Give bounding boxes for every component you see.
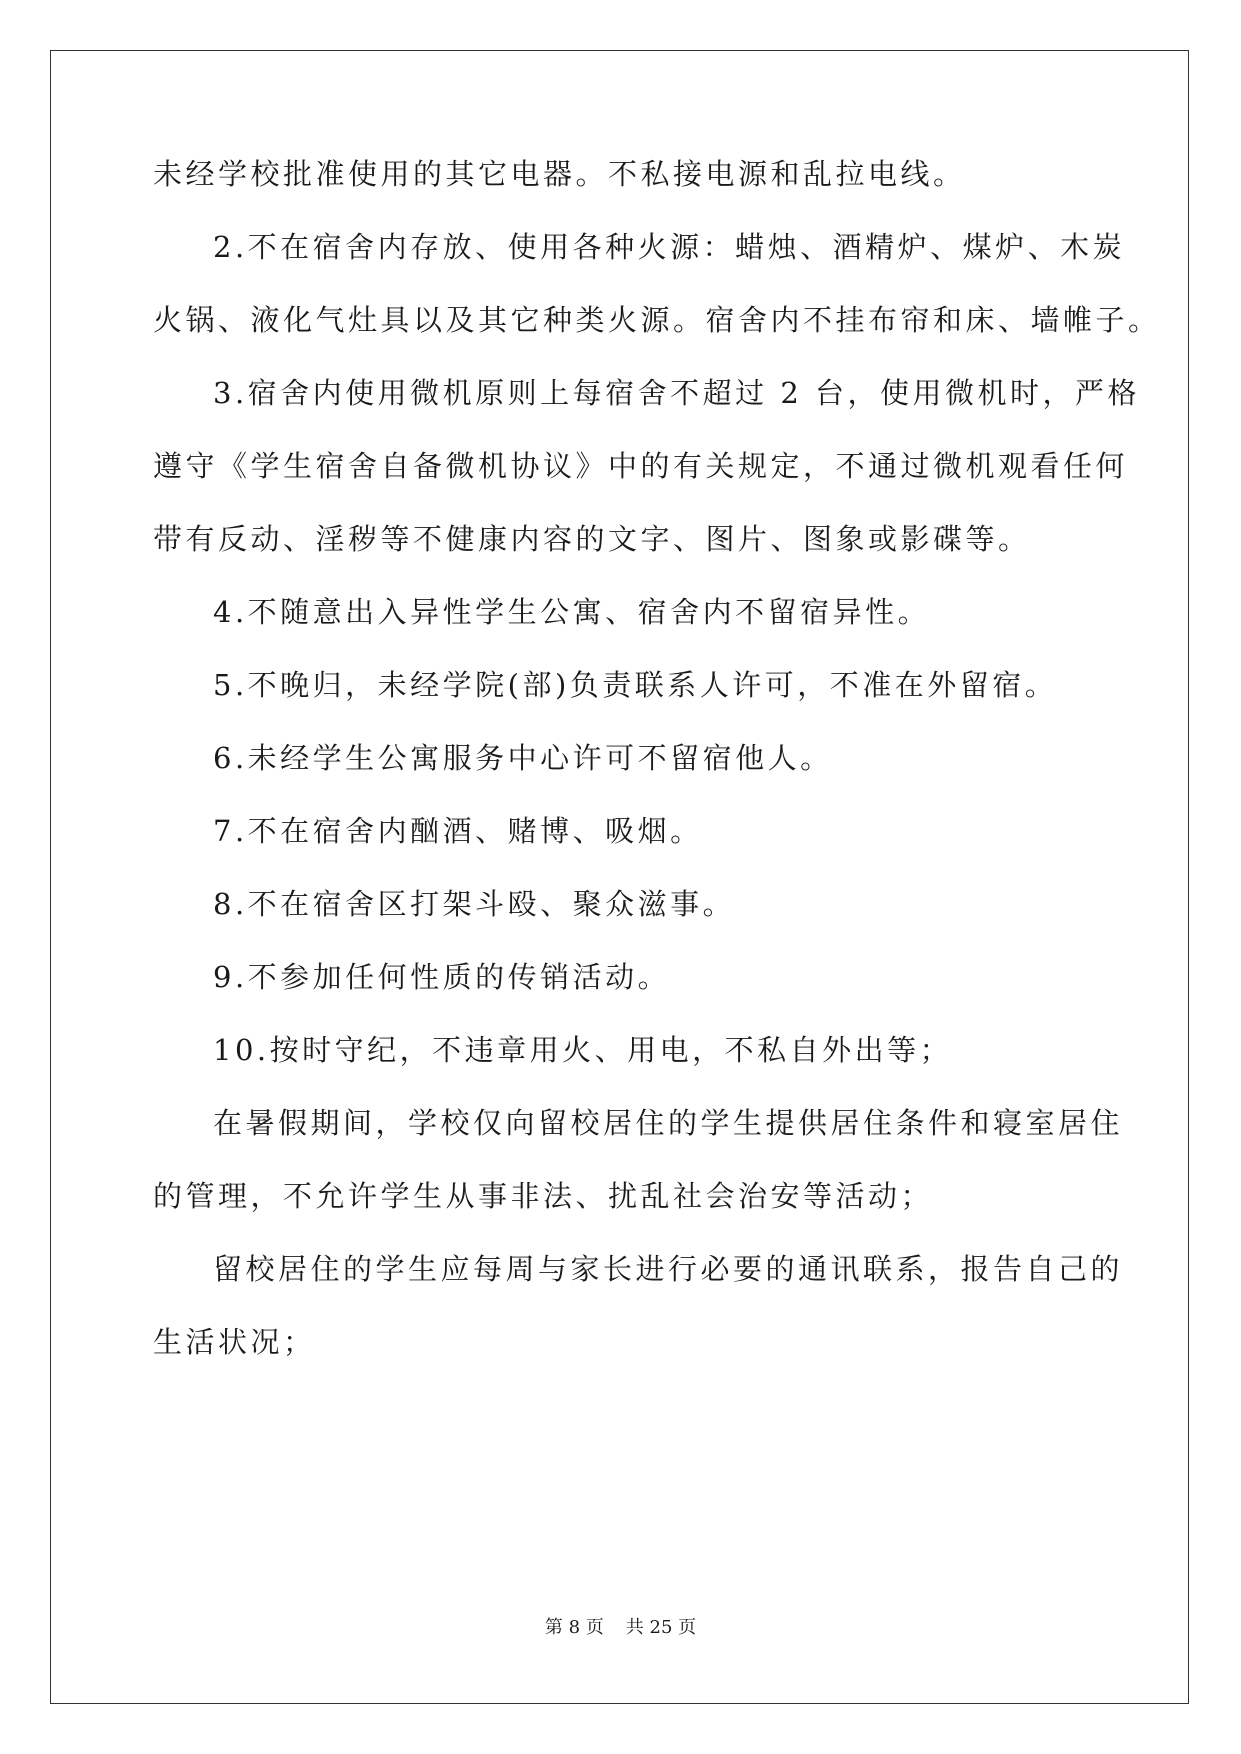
page-frame — [50, 50, 1189, 1704]
text-line: 遵守《学生宿舍自备微机协议》中的有关规定，不通过微机观看任何 — [153, 449, 1129, 483]
text-line: 生活状况； — [153, 1325, 316, 1359]
text-line: 3.宿舍内使用微机原则上每宿舍不超过 2 台，使用微机时，严格 — [213, 376, 1141, 410]
text-line: 8.不在宿舍区打架斗殴、聚众滋事。 — [213, 887, 736, 921]
text-line: 9.不参加任何性质的传销活动。 — [213, 960, 671, 994]
text-line: 4.不随意出入异性学生公寓、宿舍内不留宿异性。 — [213, 595, 931, 629]
text-line: 在暑假期间，学校仅向留校居住的学生提供居住条件和寝室居住 — [213, 1106, 1124, 1140]
page-footer — [0, 1617, 1241, 1639]
text-line: 带有反动、淫秽等不健康内容的文字、图片、图象或影碟等。 — [153, 522, 1031, 556]
page-number: 第 8 页 — [544, 1617, 604, 1638]
text-line: 5.不晚归，未经学院(部)负责联系人许可，不准在外留宿。 — [213, 668, 1058, 702]
text-line: 6.未经学生公寓服务中心许可不留宿他人。 — [213, 741, 833, 775]
text-line: 留校居住的学生应每周与家长进行必要的通讯联系，报告自己的 — [213, 1252, 1124, 1286]
text-line: 10.按时守纪，不违章用火、用电，不私自外出等； — [213, 1033, 953, 1067]
text-line: 7.不在宿舍内酗酒、赌博、吸烟。 — [213, 814, 703, 848]
text-line: 火锅、液化气灶具以及其它种类火源。宿舍内不挂布帘和床、墙帷子。 — [153, 303, 1161, 337]
text-line: 的管理，不允许学生从事非法、扰乱社会治安等活动； — [153, 1179, 934, 1213]
text-line: 未经学校批准使用的其它电器。不私接电源和乱拉电线。 — [153, 157, 966, 191]
text-line: 2.不在宿舍内存放、使用各种火源：蜡烛、酒精炉、煤炉、木炭 — [213, 230, 1126, 264]
page-total: 共 25 页 — [625, 1617, 697, 1638]
